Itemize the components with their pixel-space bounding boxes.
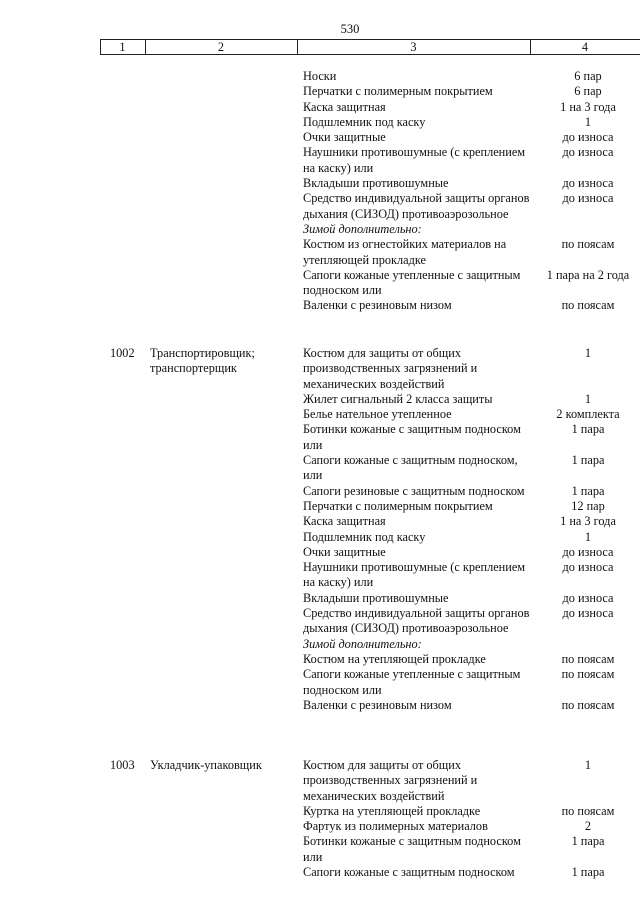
- ppe-item: [303, 819, 640, 834]
- ppe-item-name: Сапоги кожаные утепленные с защитным подноском или: [303, 667, 521, 697]
- ppe-item-norm: до износа: [562, 130, 614, 145]
- ppe-item-name: Подшлемник под каску: [303, 529, 426, 544]
- ppe-item: [303, 499, 640, 514]
- ppe-item-name: Средство индивидуальной защиты органов дыхания (СИЗОД) противоаэрозольное: [303, 191, 530, 221]
- ppe-item-name: Подшлемник под каску: [303, 114, 426, 129]
- ppe-item-name: Сапоги кожаные утепленные с защитным подноском или: [303, 267, 521, 298]
- ppe-item-norm: 2 комплекта: [556, 407, 620, 422]
- ppe-item-norm: 1: [584, 114, 592, 129]
- ppe-item: [303, 407, 640, 422]
- ppe-item-name: Костюм для защиты от общих производственных загрязнений и механических воздействий: [303, 346, 478, 391]
- section-note: Зимой дополнительно:: [303, 636, 422, 651]
- ppe-item-name: Вкладыши противошумные: [303, 176, 449, 191]
- ppe-item: [303, 346, 640, 392]
- ppe-item-norm: 1: [584, 346, 592, 360]
- profession-code: 1003: [110, 758, 135, 772]
- ppe-item-norm: 1: [584, 391, 592, 406]
- ppe-item: [303, 392, 640, 407]
- ppe-item-norm: 1 пара на 2 года: [546, 267, 630, 282]
- ppe-item-name: Костюм на утепляющей прокладке: [303, 651, 486, 666]
- ppe-item-name: Сапоги резиновые с защитным подноском: [303, 483, 525, 498]
- ppe-item-name: Костюм из огнестойких материалов на утепляющей прокладке: [303, 237, 507, 267]
- ppe-item-norm: по поясам: [561, 237, 615, 252]
- ppe-item-norm: 1: [584, 529, 592, 544]
- ppe-item: [303, 237, 640, 268]
- ppe-item-norm: до износа: [562, 590, 614, 605]
- ppe-list: [303, 346, 640, 713]
- ppe-item: [303, 652, 640, 667]
- ppe-item-name: Сапоги кожаные с защитным подноском, или: [303, 453, 518, 483]
- ppe-item-norm: по поясам: [561, 651, 615, 666]
- ppe-item: [303, 222, 640, 237]
- ppe-item: [303, 69, 640, 84]
- ppe-item-norm: 6 пар: [574, 84, 602, 99]
- ppe-item: [303, 804, 640, 819]
- table-header: [100, 39, 640, 55]
- ppe-item-name: Фартук из полимерных материалов: [303, 819, 488, 834]
- ppe-item-norm: по поясам: [561, 667, 615, 682]
- ppe-item-norm: 1 пара: [571, 483, 605, 498]
- ppe-item: [303, 298, 640, 313]
- ppe-item: [303, 834, 640, 865]
- ppe-list: [303, 758, 640, 880]
- ppe-item-norm: до износа: [562, 145, 614, 160]
- ppe-item: [303, 514, 640, 529]
- ppe-item-name: Ботинки кожаные с защитным подноском или: [303, 422, 521, 452]
- ppe-list: [303, 69, 640, 314]
- ppe-item-norm: до износа: [562, 176, 614, 191]
- ppe-item-norm: 1 на 3 года: [560, 99, 616, 114]
- ppe-item-name: Куртка на утепляющей прокладке: [303, 803, 481, 818]
- ppe-item-norm: 1 пара: [571, 422, 605, 437]
- ppe-item-norm: по поясам: [561, 803, 615, 818]
- ppe-item-name: Перчатки с полимерным покрытием: [303, 498, 493, 513]
- ppe-item-norm: до износа: [562, 606, 614, 621]
- ppe-item: [303, 115, 640, 130]
- ppe-item-norm: 1 на 3 года: [560, 514, 616, 529]
- ppe-item: [303, 268, 640, 299]
- page-number: 530: [340, 22, 360, 36]
- ppe-item: [303, 560, 640, 591]
- ppe-item-norm: 1: [584, 758, 592, 772]
- ppe-item-name: Наушники противошумные (с креплением на каску) или: [303, 145, 526, 175]
- ppe-item-name: Очки защитные: [303, 130, 386, 145]
- ppe-item-name: Валенки с резиновым низом: [303, 298, 452, 313]
- ppe-item-name: Жилет сигнальный 2 класса защиты: [303, 391, 493, 406]
- ppe-item: [303, 865, 640, 880]
- ppe-item-name: Вкладыши противошумные: [303, 590, 449, 605]
- ppe-item-norm: до износа: [562, 191, 614, 206]
- ppe-item-name: Носки: [303, 69, 337, 83]
- profession-name: Транспортировщик; транспортерщик: [150, 346, 255, 376]
- ppe-item: [303, 176, 640, 191]
- ppe-item: [303, 191, 640, 222]
- ppe-item: [303, 100, 640, 115]
- ppe-item: [303, 606, 640, 637]
- ppe-item-name: Белье нательное утепленное: [303, 407, 452, 422]
- section-note: Зимой дополнительно:: [303, 221, 422, 236]
- ppe-item: [303, 145, 640, 176]
- ppe-item-norm: до износа: [562, 544, 614, 559]
- ppe-item: [303, 84, 640, 99]
- ppe-item-name: Костюм для защиты от общих производственных загрязнений и механических воздействий: [303, 758, 478, 803]
- ppe-item: [303, 530, 640, 545]
- ppe-item-name: Сапоги кожаные с защитным подноском: [303, 865, 515, 880]
- ppe-item: [303, 667, 640, 698]
- ppe-item-norm: до износа: [562, 560, 614, 575]
- header-col-1: 1: [119, 40, 126, 54]
- ppe-item: [303, 453, 640, 484]
- ppe-item-name: Перчатки с полимерным покрытием: [303, 84, 493, 99]
- ppe-item-name: Каска защитная: [303, 99, 386, 114]
- ppe-item-name: Наушники противошумные (с креплением на каску) или: [303, 560, 526, 590]
- ppe-item: [303, 484, 640, 499]
- ppe-item: [303, 698, 640, 713]
- ppe-item: [303, 758, 640, 804]
- ppe-item-norm: 6 пар: [574, 69, 602, 83]
- ppe-item: [303, 422, 640, 453]
- ppe-item-norm: по поясам: [561, 697, 615, 712]
- header-col-4: 4: [581, 40, 589, 54]
- ppe-item-norm: 1 пара: [571, 865, 605, 880]
- ppe-item-name: Ботинки кожаные с защитным подноском или: [303, 834, 521, 864]
- ppe-item-norm: по поясам: [561, 298, 615, 313]
- ppe-item: [303, 637, 640, 652]
- ppe-item: [303, 130, 640, 145]
- ppe-item-name: Каска защитная: [303, 514, 386, 529]
- ppe-item-name: Валенки с резиновым низом: [303, 697, 452, 712]
- ppe-item: [303, 591, 640, 606]
- ppe-item-norm: 1 пара: [571, 834, 605, 849]
- ppe-item-norm: 12 пар: [571, 498, 605, 513]
- ppe-item-norm: 1 пара: [571, 453, 605, 468]
- ppe-item-norm: 2: [584, 819, 592, 834]
- header-col-2: 2: [217, 40, 225, 54]
- profession-code: 1002: [110, 346, 135, 360]
- ppe-item: [303, 545, 640, 560]
- ppe-item-name: Средство индивидуальной защиты органов дыхания (СИЗОД) противоаэрозольное: [303, 606, 530, 636]
- header-col-3: 3: [410, 40, 417, 54]
- ppe-item-name: Очки защитные: [303, 544, 386, 559]
- profession-name: Укладчик-упаковщик: [150, 758, 262, 772]
